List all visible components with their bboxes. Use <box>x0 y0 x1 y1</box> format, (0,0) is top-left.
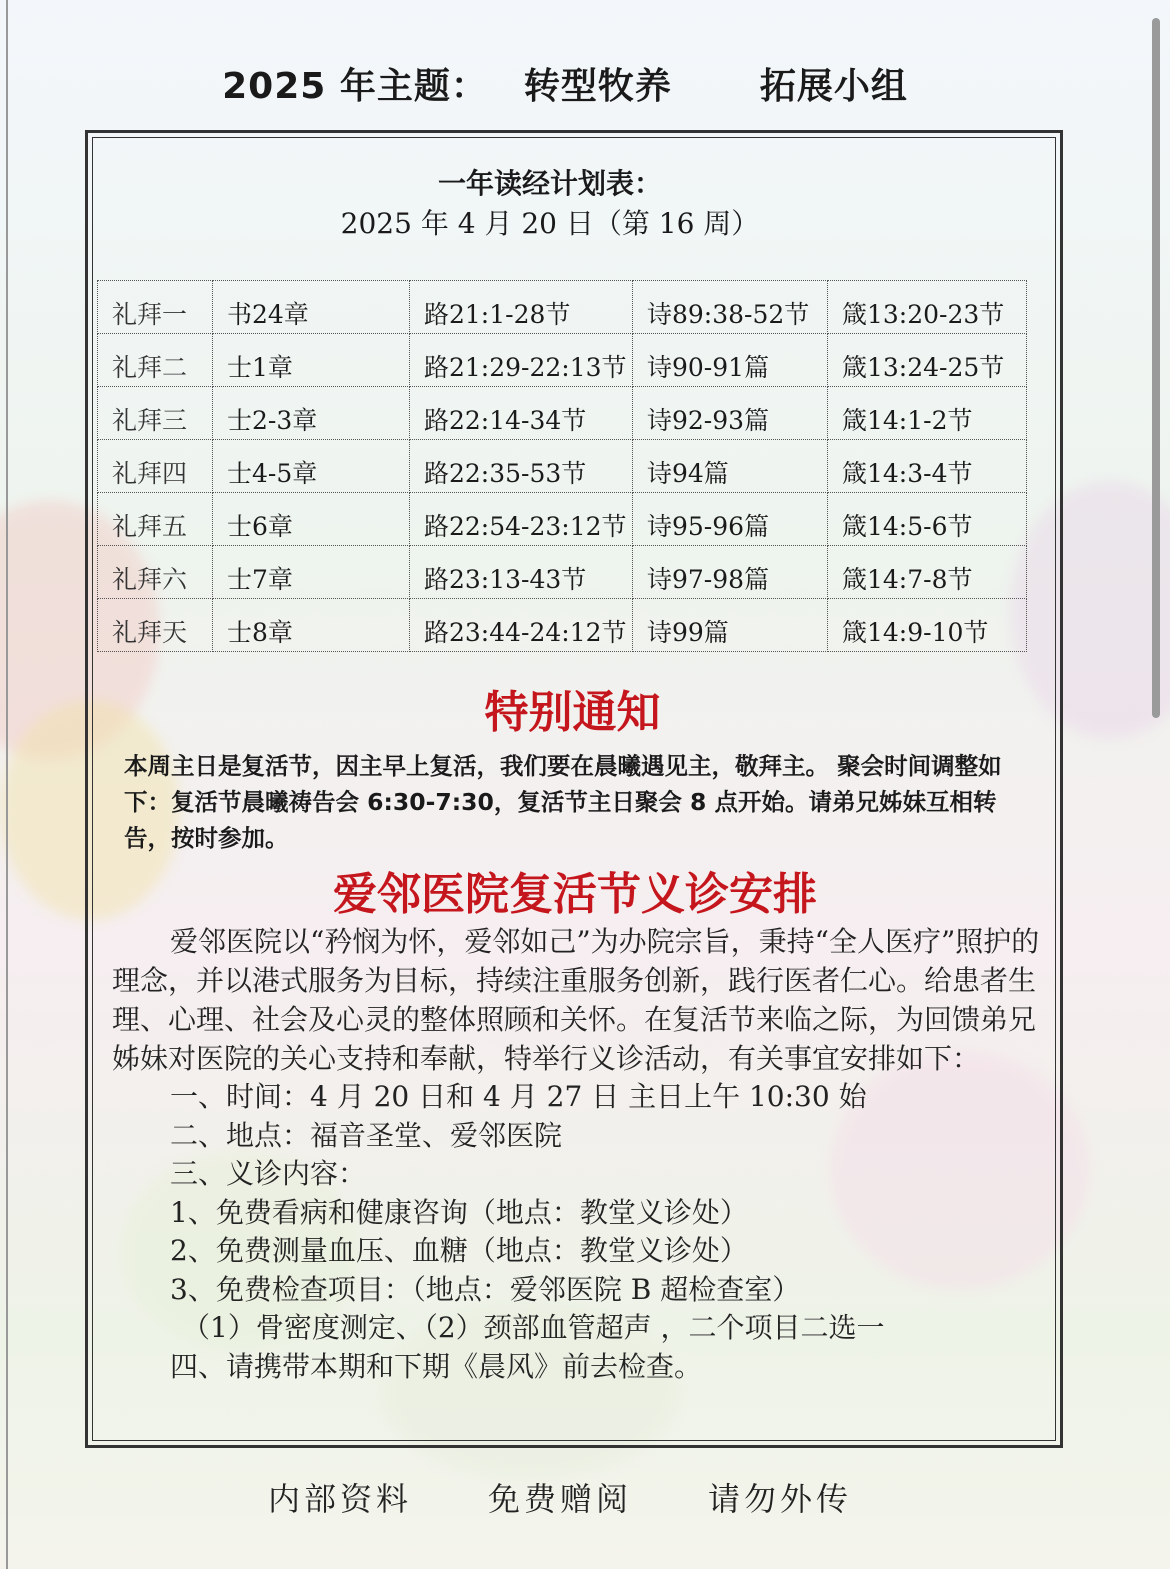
reading-cell: 诗95-96篇 <box>633 493 828 546</box>
clinic-item-consult: 1、免费看病和健康咨询（地点：教堂义诊处） <box>170 1195 748 1229</box>
day-cell: 礼拜天 <box>98 599 213 652</box>
table-row <box>98 334 1027 387</box>
reading-cell: 路22:35-53节 <box>410 440 633 493</box>
day-cell: 礼拜六 <box>98 546 213 599</box>
reading-plan-heading: 一年读经计划表： <box>437 167 662 200</box>
reading-cell: 路21:29-22:13节 <box>410 334 633 387</box>
reading-cell: 士6章 <box>213 493 410 546</box>
clinic-item-exam-options: （1）骨密度测定、（2）颈部血管超声 ，二个项目二选一 <box>182 1311 885 1344</box>
group-name: 拓展小组 <box>759 66 908 107</box>
table-row <box>98 387 1027 440</box>
reading-cell: 箴14:9-10节 <box>828 599 1027 652</box>
reading-cell: 箴13:24-25节 <box>828 334 1027 387</box>
reading-cell: 路23:44-24:12节 <box>410 599 633 652</box>
reading-cell: 箴14:1-2节 <box>828 387 1027 440</box>
clinic-item-bring: 四、请携带本期和下期《晨风》前去检查。 <box>170 1349 703 1383</box>
reading-cell: 路22:54-23:12节 <box>410 493 633 546</box>
special-notice-body: 本周主日是复活节，因主早上复活，我们要在晨曦遇见主，敬拜主。 聚会时间调整如下：复活节晨曦祷告会 6:30-7:30，复活节主日聚会 8 点开始。请弟兄姊妹互相转告，按时参加。 <box>124 752 1002 852</box>
reading-cell: 诗97-98篇 <box>633 546 828 599</box>
scrollbar-thumb[interactable] <box>1152 18 1160 718</box>
reading-cell: 路22:14-34节 <box>410 387 633 440</box>
table-row <box>98 599 1027 652</box>
reading-cell: 书24章 <box>213 281 410 334</box>
clinic-list <box>112 1078 1042 1386</box>
day-cell: 礼拜五 <box>98 493 213 546</box>
clinic-item-time: 一、时间：4 月 20 日和 4 月 27 日 主日上午 10:30 始 <box>170 1080 867 1113</box>
clinic-item-exam: 3、免费检查项目：（地点：爱邻医院 B 超检查室） <box>170 1272 801 1306</box>
reading-cell: 箴14:7-8节 <box>828 546 1027 599</box>
clinic-section <box>112 922 1042 1386</box>
reading-cell: 箴14:5-6节 <box>828 493 1027 546</box>
reading-cell: 诗99篇 <box>633 599 828 652</box>
day-cell: 礼拜二 <box>98 334 213 387</box>
reading-cell: 士8章 <box>213 599 410 652</box>
special-notice-heading: 特别通知 <box>484 687 661 738</box>
scrollbar[interactable] <box>1154 0 1166 1569</box>
clinic-heading: 爱邻医院复活节义诊安排 <box>333 869 817 920</box>
day-cell: 礼拜一 <box>98 281 213 334</box>
clinic-item-blood: 2、免费测量血压、血糖（地点：教堂义诊处） <box>170 1234 748 1267</box>
clinic-item-content: 三、义诊内容： <box>170 1157 367 1190</box>
reading-cell: 士4-5章 <box>213 440 410 493</box>
footer <box>0 1474 1120 1520</box>
reading-schedule-table <box>97 280 1027 652</box>
reading-cell: 箴14:3-4节 <box>828 440 1027 493</box>
reading-cell: 士2-3章 <box>213 387 410 440</box>
clinic-item-location: 二、地点：福音圣堂、爱邻医院 <box>170 1118 563 1152</box>
reading-plan-title <box>0 164 1100 244</box>
reading-cell: 士7章 <box>213 546 410 599</box>
reading-plan-date: 2025 年 4 月 20 日（第 16 周） <box>340 207 760 240</box>
reading-cell: 路23:13-43节 <box>410 546 633 599</box>
page-title <box>0 58 1130 109</box>
table-row <box>98 493 1027 546</box>
reading-cell: 诗94篇 <box>633 440 828 493</box>
table-row <box>98 546 1027 599</box>
footer-no-share: 请勿外传 <box>708 1480 853 1518</box>
reading-cell: 诗90-91篇 <box>633 334 828 387</box>
day-cell: 礼拜四 <box>98 440 213 493</box>
clinic-intro: 爱邻医院以“矜悯为怀，爱邻如己”为办院宗旨，秉持“全人医疗”照护的理念，并以港式服务为目标，持续注重服务创新，践行医者仁心。给患者生理、心理、社会及心灵的整体照顾和关怀。在复活节来临之际，为回馈弟兄姊妹对医院的关心支持和奉献，特举行义诊活动，有关事宜安排如下： <box>112 925 1040 1075</box>
day-cell: 礼拜三 <box>98 387 213 440</box>
reading-cell: 箴13:20-23节 <box>828 281 1027 334</box>
reading-cell: 诗89:38-52节 <box>633 281 828 334</box>
table-row <box>98 440 1027 493</box>
footer-internal: 内部资料 <box>267 1480 412 1518</box>
reading-cell: 路21:1-28节 <box>410 281 633 334</box>
reading-cell: 诗92-93篇 <box>633 387 828 440</box>
theme-name: 转型牧养 <box>523 66 672 107</box>
year-theme-label: 2025 年主题： <box>222 66 488 107</box>
table-row <box>98 281 1027 334</box>
reading-cell: 士1章 <box>213 334 410 387</box>
footer-free: 免费赠阅 <box>487 1480 632 1518</box>
